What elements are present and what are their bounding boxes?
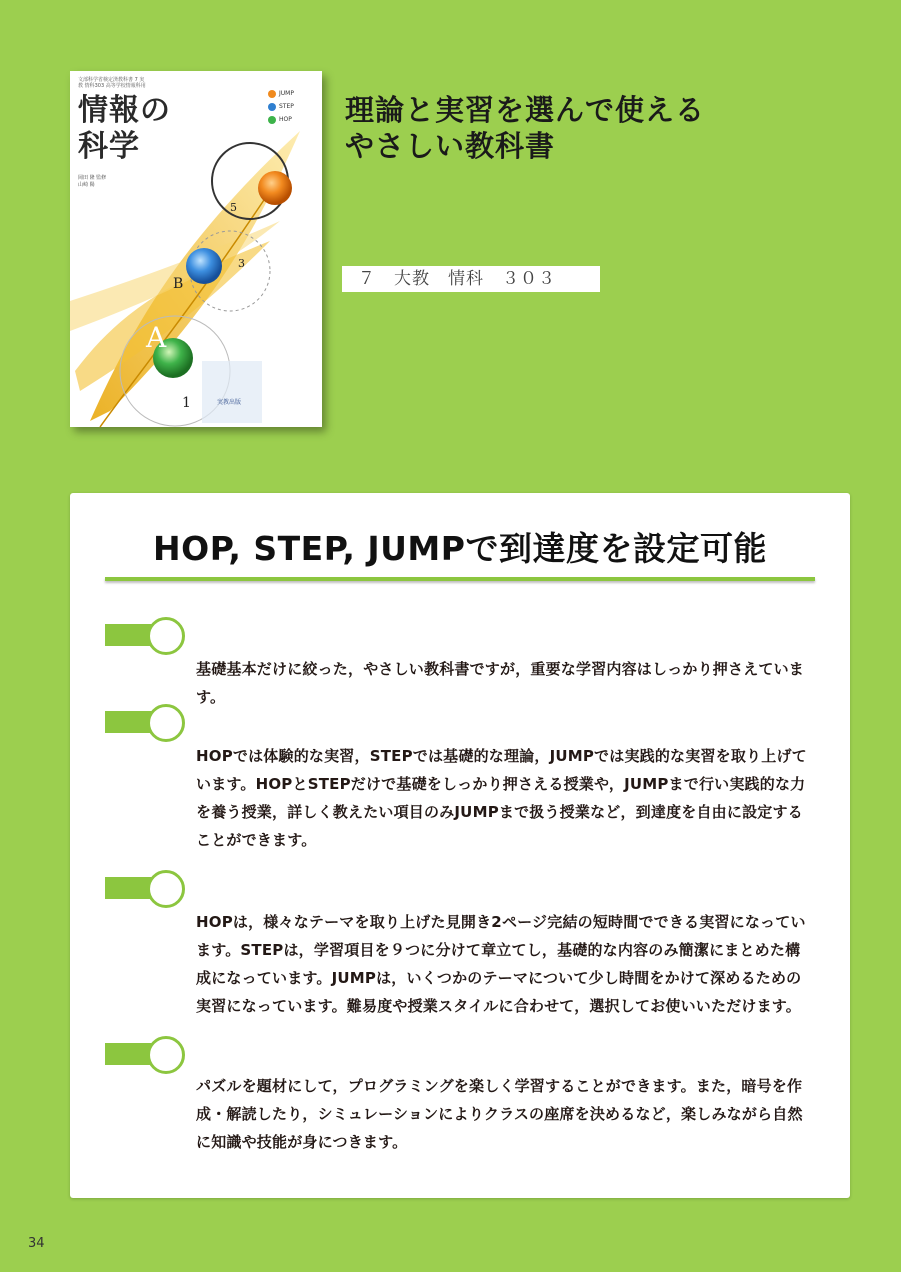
headline-line-2: やさしい教科書 [345,129,556,163]
cover-number-1: 1 [182,395,191,411]
orange-dot-icon [268,90,276,98]
cover-publisher: 実教出版 [216,399,241,406]
blue-dot-icon [268,103,276,111]
cover-number-5: 5 [230,201,237,214]
headline [345,92,705,164]
cover-level-legend [268,87,294,126]
green-dot-icon [268,116,276,124]
cover-number-3: 3 [238,257,245,270]
bullet-marker-3 [105,870,183,906]
bullet-marker-2 [105,704,183,740]
bullet-marker-4 [105,1036,183,1072]
paragraph-2: HOPでは体験的な実習，STEPでは基礎的な理論，JUMPでは実践的な実習を取り上げています。HOPとSTEPだけで基礎をしっかり押さえる授業や，JUMPまで行い実践的な力を養う授業，詳しく教えたい項目のみJUMPまで扱う授業など，到達度を自由に設定することができます。 [196,747,807,849]
paragraph-1: 基礎基本だけに絞った，やさしい教科書ですが，重要な学習内容はしっかり押さえています。 [196,660,805,706]
content-panel [70,493,850,1198]
cover-authors: 岡田 隆 監修 山崎 陽 [78,175,107,188]
cover-letter-a: A [146,321,167,354]
paragraph-3: HOPは，様々なテーマを取り上げた見開き2ページ完結の短時間でできる実習になっています。STEPは，学習項目を９つに分けて章立てし，基礎的な内容のみ簡潔にまとめた構成になっています。JUMPは，いくつかのテーマについて少し時間をかけて深めるための実習になっています。難易度や授業スタイルに合わせて，選択してお使いいただけます。 [196,913,806,1015]
headline-line-1: 理論と実習を選んで使える [345,93,706,127]
level-jump: JUMP [268,87,294,100]
paragraph-4: パズルを題材にして，プログラミングを楽しく学習することができます。また，暗号を作成・解読したり，シミュレーションによりクラスの座席を決めるなど，楽しみながら自然に知識や技能が身につきます。 [196,1077,803,1151]
book-cover [70,71,322,427]
bullet-marker-1 [105,617,183,653]
panel-title: HOP, STEP, JUMPで到達度を設定可能 [153,529,767,568]
title-divider [105,577,815,581]
cover-title: 情報の 科学 [78,93,171,164]
level-step: STEP [268,100,294,113]
textbook-code: ７ 大教 情科 ３０３ [342,266,600,292]
cover-letter-b: B [173,276,184,292]
level-hop: HOP [268,113,294,126]
page-number: 34 [28,1236,45,1251]
cover-approval-text: 文部科学省検定済教科書 7 実教 情科303 高等学校情報科用 [78,77,146,89]
